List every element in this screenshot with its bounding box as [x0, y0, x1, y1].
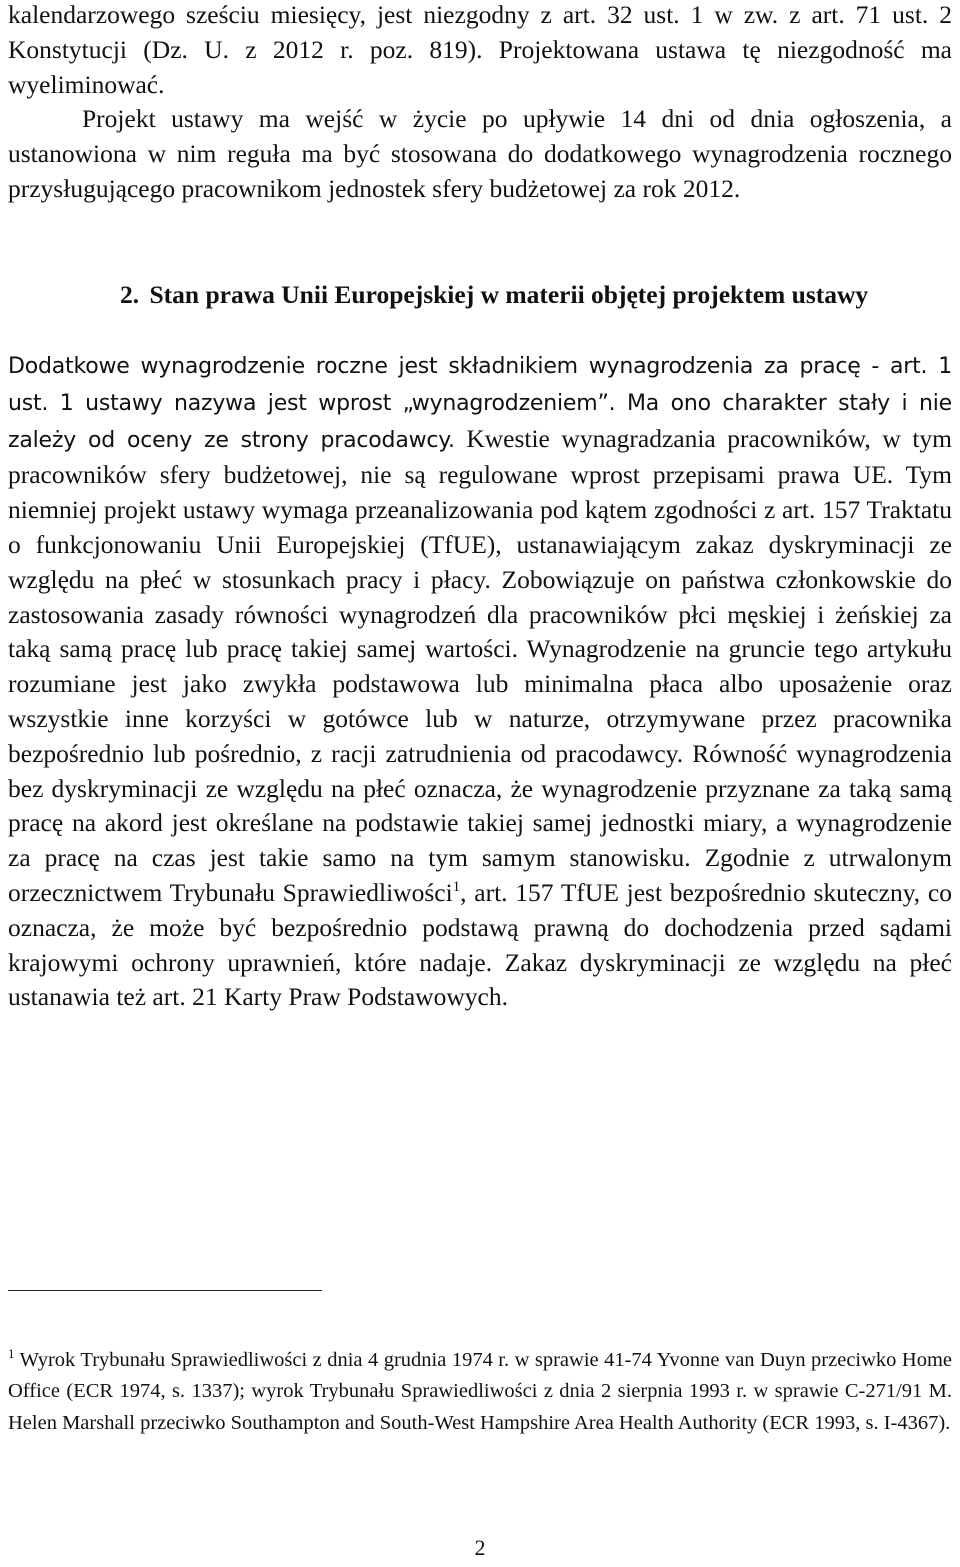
paragraph-body-text-end: , art. 157 TfUE jest bezpośrednio skuteczny, co oznacza, że może być bezpośrednio podstawą prawną do dochodzenia przed sądami krajowymi ochrony uprawnień, które nadaje. Zakaz dyskryminacji ze względu na płeć ustanawia też art. 21 Karty Praw Podstawowych. — [8, 877, 953, 1012]
footnote-marker: 1 — [8, 1346, 15, 1361]
page-number: 2 — [474, 1535, 486, 1560]
paragraph-entry-into-force: Projekt ustawy ma wejść w życie po upływie 14 dni od dnia ogłoszenia, a ustanowiona w nim reguła ma być stosowana do dodatkowego wynagrodzenia rocznego przysługującego pracownikom jednostek sfery budżetowej za rok 2012. — [8, 104, 952, 203]
paragraph-body-text: Kwestie wynagradzania pracowników, w tym pracowników sfery budżetowej, nie są regulowane wprost przepisami prawa UE. Tym niemniej projekt ustawy wymaga przeanalizowania pod kątem zgodności z art. 157 Traktatu o funkcjonowaniu Unii Europejskiej (TfUE), ustanawiającym zakaz dyskryminacji ze względu na płeć w stosunkach pracy i płacy. Zobowiązuje on państwa członkowskie do zastosowania zasady równości wynagrodzeń dla pracowników płci męskiej i żeńskiej za taką samą pracę lub pracę takiej samej wartości. Wynagrodzenie na gruncie tego artykułu rozumiane jest jako zwykła podstawowa lub minimalna płaca albo uposażenie oraz wszystkie inne korzyści w gotówce lub w naturze, otrzymywane przez pracownika bezpośrednio lub pośrednio, z racji zatrudnienia od pracodawcy. Równość wynagrodzenia bez dyskryminacji ze względu na płeć oznacza, że wynagrodzenie przyznane za taką samą pracę na akord jest określane na podstawie takiej samej jednostki miary, a wynagrodzenie za pracę na czas jest takie samo na tym samym stanowisku. Zgodnie z utrwalonym orzecznictwem Trybunału Sprawiedliwości — [8, 423, 952, 907]
paragraph-eu-law — [8, 348, 952, 1015]
section-heading — [8, 278, 952, 313]
section-title: Stan prawa Unii Europejskiej w materii objętej projektem ustawy — [149, 280, 869, 309]
footnote — [8, 1345, 952, 1439]
document-page — [8, 0, 952, 1567]
paragraph-continuation: kalendarzowego sześciu miesięcy, jest niezgodny z art. 32 ust. 1 w zw. z art. 71 ust. 2 Konstytucji (Dz. U. z 2012 r. poz. 819). Projektowana ustawa tę niezgodność ma wyeliminować. — [8, 0, 952, 99]
footnote-reference[interactable]: 1 — [452, 878, 461, 895]
footnote-text: Wyrok Trybunału Sprawiedliwości z dnia 4 grudnia 1974 r. w sprawie 41-74 Yvonne van Duyn przeciwko Home Office (ECR 1974, s. 1337); wyrok Trybunału Sprawiedliwości z dnia 2 sierpnia 1993 r. w sprawie C-271/91 M. Helen Marshall przeciwko Southampton and South-West Hampshire Area Health Authority (ECR 1993, s. I-4367). — [8, 1349, 952, 1434]
section-number: 2. — [120, 280, 140, 309]
paragraph-lead-text: Dodatkowe wynagrodzenie roczne jest składnikiem wynagrodzenia za pracę - art. 1 ust. 1 ustawy nazywa jest wprost „wynagrodzeniem”. Ma ono charakter stały i nie zależy od oceny ze strony pracodawcy. — [8, 354, 952, 453]
footnote-separator — [8, 1290, 322, 1291]
